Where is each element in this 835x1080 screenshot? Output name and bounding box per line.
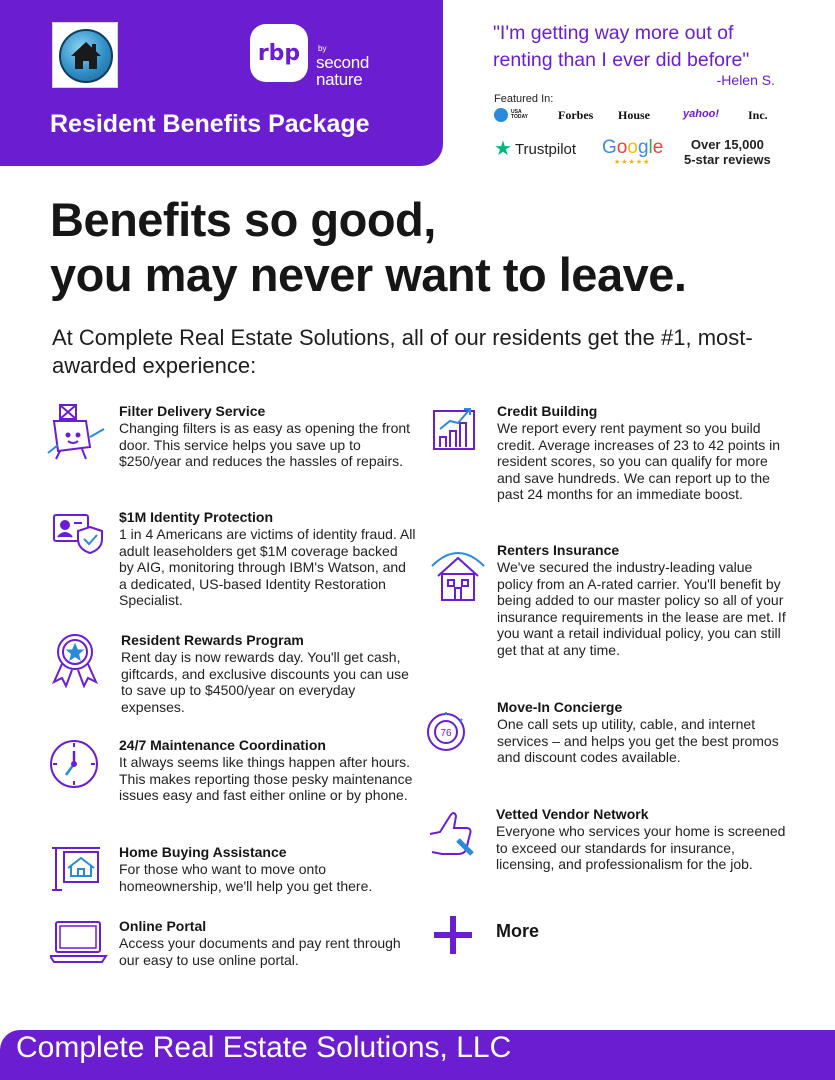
svg-text:Google: Google bbox=[602, 137, 664, 158]
benefit-title: Vetted Vendor Network bbox=[496, 806, 649, 822]
benefit-desc: For those who want to move onto homeownership, we'll help you get there. bbox=[119, 861, 373, 894]
footer-company-name: Complete Real Estate Solutions, LLC bbox=[16, 1031, 512, 1064]
benefit-home-buying bbox=[50, 844, 416, 904]
featured-in-label: Featured In: bbox=[494, 93, 554, 105]
headline: Benefits so good, you may never want to leave. bbox=[50, 193, 687, 301]
benefit-desc: 1 in 4 Americans are victims of identity fraud. All adult leaseholders get $1M coverage backed by AIG, monitoring through IBM's Watson, and a dedicated, US-based Identity Restoration Specialist. bbox=[119, 526, 416, 608]
identity-shield-icon bbox=[46, 509, 106, 563]
benefit-desc: We've secured the industry-leading value policy from an A-rated carrier. You'll benefit by being added to our master policy so all of your insurance requirements in the lease are met. If you want a retail individual policy, you can still get that at any time. bbox=[497, 559, 786, 658]
thermostat-icon bbox=[426, 709, 472, 759]
benefit-desc: It always seems like things happen after hours. This makes reporting those pesky maintenance issues easy and fast either online or by phone. bbox=[119, 754, 413, 803]
filter-box-icon bbox=[46, 403, 110, 465]
benefit-identity-protection bbox=[46, 509, 416, 614]
reviews-count: Over 15,000 5-star reviews bbox=[684, 137, 771, 167]
google-logo bbox=[602, 136, 666, 164]
second-nature-logo: by second nature bbox=[316, 44, 370, 89]
benefit-online-portal bbox=[50, 918, 416, 978]
benefit-desc: Rent day is now rewards day. You'll get cash, giftcards, and exclusive discounts you can use to save up to $4500/year on everyday expenses. bbox=[121, 649, 409, 715]
bar-chart-icon bbox=[432, 403, 478, 457]
testimonial-author: -Helen S. bbox=[716, 72, 775, 88]
benefit-filter-delivery bbox=[46, 403, 416, 493]
thermostat-readout: 76 bbox=[440, 728, 452, 739]
award-ribbon-icon bbox=[48, 632, 106, 692]
inc-logo: Inc. bbox=[748, 108, 768, 122]
benefit-title: Filter Delivery Service bbox=[119, 403, 266, 419]
benefit-move-in-concierge bbox=[426, 699, 787, 789]
header-title: Resident Benefits Package bbox=[50, 110, 370, 138]
benefit-title: Online Portal bbox=[119, 918, 207, 934]
benefit-vetted-vendors bbox=[428, 806, 787, 896]
rbp-logo: rbp bbox=[250, 24, 308, 82]
benefit-resident-rewards bbox=[48, 632, 416, 722]
benefit-title: Home Buying Assistance bbox=[119, 844, 287, 860]
clock-icon bbox=[48, 737, 102, 795]
benefit-renters-insurance bbox=[428, 542, 787, 682]
benefit-maintenance bbox=[48, 737, 416, 827]
yahoo-logo: yahoo! bbox=[683, 108, 720, 120]
benefit-title: Move-In Concierge bbox=[497, 699, 623, 715]
benefit-desc: Access your documents and pay rent through our easy to use online portal. bbox=[119, 935, 401, 968]
benefit-title: 24/7 Maintenance Coordination bbox=[119, 737, 326, 753]
benefit-title: Renters Insurance bbox=[497, 542, 620, 558]
more-benefits[interactable] bbox=[432, 914, 787, 960]
trustpilot-logo: ★ Trustpilot bbox=[494, 138, 577, 160]
trustpilot-star-icon: ★ bbox=[494, 138, 512, 160]
home-button[interactable] bbox=[52, 22, 118, 88]
laptop-icon bbox=[50, 920, 108, 968]
benefit-title: Credit Building bbox=[497, 403, 598, 419]
intro-text: At Complete Real Estate Solutions, all of our residents get the #1, most-awarded experience: bbox=[52, 325, 753, 378]
more-label: More bbox=[496, 921, 540, 941]
benefit-title: $1M Identity Protection bbox=[119, 509, 274, 525]
plus-icon bbox=[432, 914, 474, 960]
usa-today-logo: USA TODAY bbox=[494, 108, 527, 122]
benefit-desc: We report every rent payment so you build credit. Average increases of 23 to 42 points in resident scores, so you can qualify for more and save hundreds. We can report up to the past 24 months for an immediate boost. bbox=[497, 420, 781, 502]
usa-today-dot-icon bbox=[494, 108, 508, 122]
benefit-credit-building bbox=[432, 403, 787, 523]
benefit-desc: Changing filters is as easy as opening the front door. This service helps you save up to $250/year and reduces the hassles of repairs. bbox=[119, 420, 411, 469]
thumbs-up-icon bbox=[428, 806, 478, 864]
benefit-desc: One call sets up utility, cable, and internet services – and helps you get the best promos and discount codes available. bbox=[497, 716, 779, 765]
insured-house-icon bbox=[428, 546, 488, 608]
testimonial-quote: "I'm getting way more out of renting than I ever did before" bbox=[493, 22, 750, 71]
benefit-desc: Everyone who services your home is screened to exceed our standards for insurance, licensing, and professionalism for the job. bbox=[496, 823, 786, 872]
benefit-title: Resident Rewards Program bbox=[121, 632, 304, 648]
house-logo: House bbox=[618, 108, 651, 122]
home-icon bbox=[59, 29, 113, 83]
forbes-logo: Forbes bbox=[558, 108, 594, 122]
house-sign-icon bbox=[50, 844, 106, 898]
google-stars-icon: ★★★★★ bbox=[614, 159, 651, 166]
